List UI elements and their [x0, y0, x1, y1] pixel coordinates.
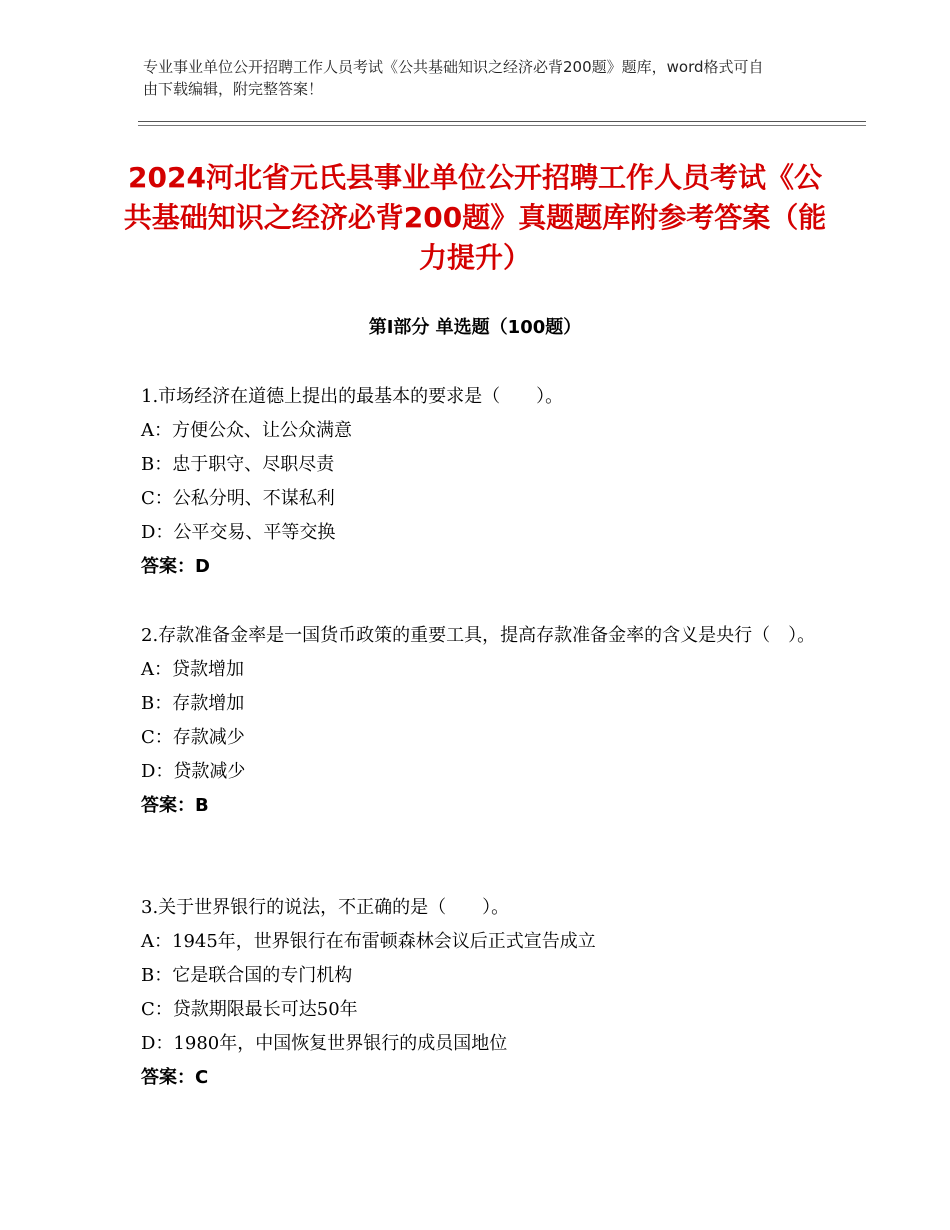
option-b: B：它是联合国的专门机构 — [141, 965, 353, 986]
option-c: C：贷款期限最长可达50年 — [141, 999, 358, 1020]
header-divider-thin — [138, 125, 866, 126]
option-d: D：公平交易、平等交换 — [141, 522, 336, 543]
option-b: B：存款增加 — [141, 693, 245, 714]
question-stem: 3.关于世界银行的说法，不正确的是（ ）。 — [141, 897, 510, 918]
option-a: A：方便公众、让公众满意 — [141, 420, 352, 441]
answer: 答案：C — [141, 1067, 209, 1088]
question-2 — [141, 619, 821, 823]
section-title: 第Ⅰ部分 单选题（100题） — [368, 317, 582, 338]
question-stem: 2.存款准备金率是一国货币政策的重要工具，提高存款准备金率的含义是央行（ ）。 — [141, 625, 816, 646]
option-a: A：1945年，世界银行在布雷顿森林会议后正式宣告成立 — [141, 931, 596, 952]
option-a: A：贷款增加 — [141, 659, 244, 680]
document-title: 2024河北省元氏县事业单位公开招聘工作人员考试《公共基础知识之经济必背200题》真题题库附参考答案（能力提升） — [123, 161, 827, 274]
question-stem: 1.市场经济在道德上提出的最基本的要求是（ ）。 — [141, 386, 564, 407]
header-divider — [138, 121, 866, 122]
option-d: D：1980年，中国恢复世界银行的成员国地位 — [141, 1033, 508, 1054]
option-c: C：公私分明、不谋私利 — [141, 488, 335, 509]
answer: 答案：D — [141, 556, 210, 577]
option-c: C：存款减少 — [141, 727, 245, 748]
answer: 答案：B — [141, 795, 209, 816]
header-note: 专业事业单位公开招聘工作人员考试《公共基础知识之经济必背200题》题库，word格式可自由下载编辑，附完整答案！ — [143, 58, 764, 98]
option-b: B：忠于职守、尽职尽责 — [141, 454, 335, 475]
question-1 — [141, 380, 821, 584]
question-3 — [141, 891, 821, 1095]
option-d: D：贷款减少 — [141, 761, 246, 782]
